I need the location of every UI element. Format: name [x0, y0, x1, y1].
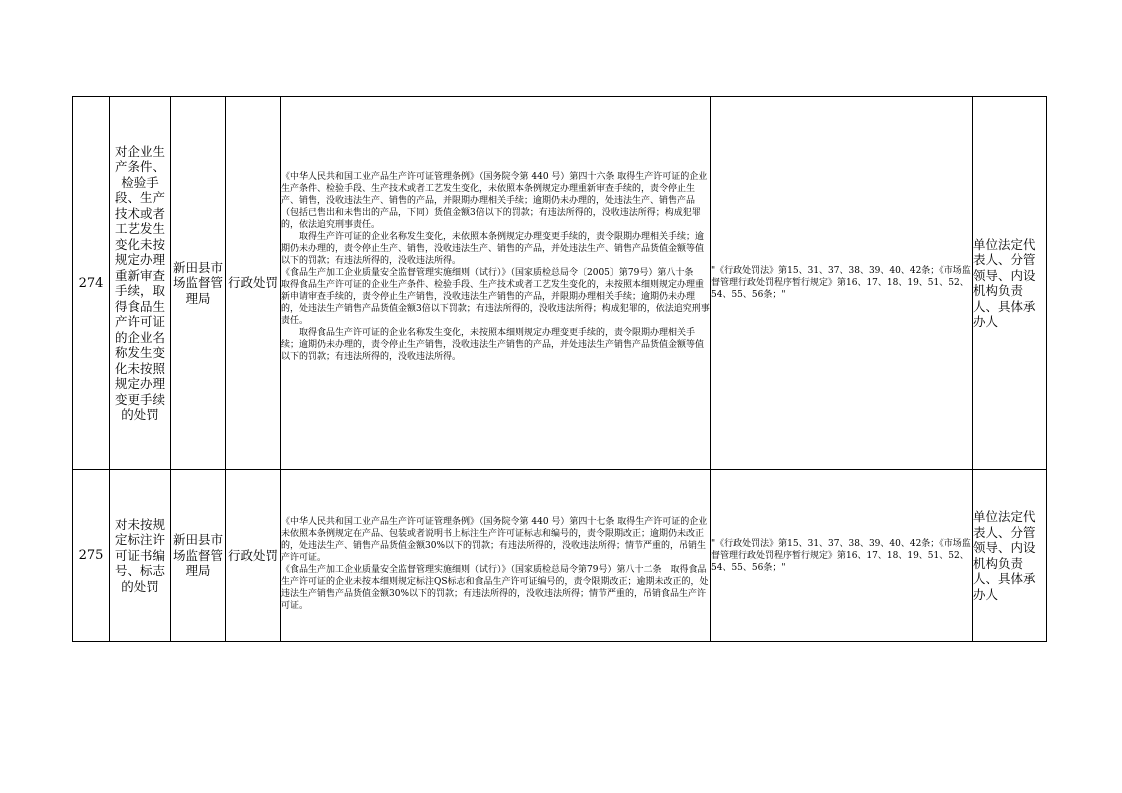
item-name: 对企业生产条件、检验手段、生产技术或者工艺发生变化未按规定办理重新审查手续，取得食品生产许可证的企业名称发生变化未按照规定办理变更手续的处罚: [110, 97, 171, 470]
power-list-table: [72, 96, 1047, 642]
table-row: [73, 97, 1047, 470]
legal-basis: [281, 97, 711, 470]
legal-basis: [281, 470, 711, 642]
responsible-persons: 单位法定代表人、分管领导、内设机构负责人、具体承办人: [973, 97, 1047, 470]
implementing-agency: 新田县市场监督管理局: [171, 97, 226, 470]
procedure-basis: [711, 97, 973, 470]
procedure-basis: [711, 470, 973, 642]
item-name: 对未按规定标注许可证书编号、标志的处罚: [110, 470, 171, 642]
basis-paragraph: 《食品生产加工企业质量安全监督管理实施细则（试行）》（国家质检总局令第79号）第八十二条 取得食品生产许可证的企业未按本细则规定标注QS标志和食品生产许可证编号的，责令限期改正；逾期未改正的，处违法生产销售产品货值金额30%以下的罚款；有违法所得的，没收违法所得；情节严重的，吊销食品生产许可证。: [281, 565, 709, 611]
implementing-agency: 新田县市场监督管理局: [171, 470, 226, 642]
procedure-text: "《行政处罚法》第15、31、37、38、39、40、42条；《市场监督管理行政处罚程序暂行规定》第16、17、18、19、51、52、54、55、56条；": [711, 538, 971, 573]
procedure-text: "《行政处罚法》第15、31、37、38、39、40、42条；《市场监督管理行政处罚程序暂行规定》第16、17、18、19、51、52、54、55、56条；": [711, 266, 971, 300]
row-number: 275: [73, 470, 110, 642]
responsible-persons: 单位法定代表人、分管领导、内设机构负责人、具体承办人: [973, 470, 1047, 642]
basis-paragraph: 取得食品生产许可证的企业名称发生变化，未按照本细则规定办理变更手续的，责令限期办理相关手续；逾期仍未办理的，责令停止生产销售，没收违法生产销售的产品，并处违法生产销售产品货值金额等值以下的罚款；有违法所得的，没收违法所得。: [281, 328, 705, 362]
basis-paragraph: 取得生产许可证的企业名称发生变化，未依照本条例规定办理变更手续的，责令限期办理相关手续；逾期仍未办理的，责令停止生产、销售，没收违法生产、销售的产品，并处违法生产、销售产品货值金额等值以下的罚款；有违法所得的，没收违法所得。: [281, 232, 705, 266]
basis-paragraph: 《中华人民共和国工业产品生产许可证管理条例》（国务院令第 440 号）第四十六条 取得生产许可证的企业生产条件、检验手段、生产技术或者工艺发生变化，未依照本条例规定办理重新审查手续的，责令停止生产、销售，没收违法生产、销售的产品，并限期办理相关手续；逾期仍未办理的，处违法生产、销售产品（包括已售出和未售出的产品，下同）货值金额3倍以下的罚款；有违法所得的，没收违法所得；构成犯罪的，依法追究刑事责任。: [281, 172, 708, 230]
table-row: [73, 470, 1047, 642]
power-type: 行政处罚: [226, 470, 281, 642]
basis-paragraph: 《中华人民共和国工业产品生产许可证管理条例》（国务院令第 440 号）第四十七条 取得生产许可证的企业未依照本条例规定在产品、包装或者说明书上标注生产许可证标志和编号的，责令限期改正；逾期仍未改正的，处违法生产、销售产品货值金额30%以下的罚款；有违法所得的，没收违法所得；情节严重的，吊销生产许可证。: [281, 517, 708, 563]
row-number: 274: [73, 97, 110, 470]
basis-paragraph: 《食品生产加工企业质量安全监督管理实施细则（试行）》（国家质检总局令〔2005〕第79号）第八十条 取得食品生产许可证的企业生产条件、检验手段、生产技术或者工艺发生变化的，未按照本细则规定办理重新申请审查手续的，责令停止生产销售，没收违法生产销售的产品，并限期办理相关手续；逾期仍未办理的，处违法生产销售产品货值金额3倍以下罚款；有违法所得的，没收违法所得；构成犯罪的，依法追究刑事责任。: [281, 268, 710, 326]
power-type: 行政处罚: [226, 97, 281, 470]
